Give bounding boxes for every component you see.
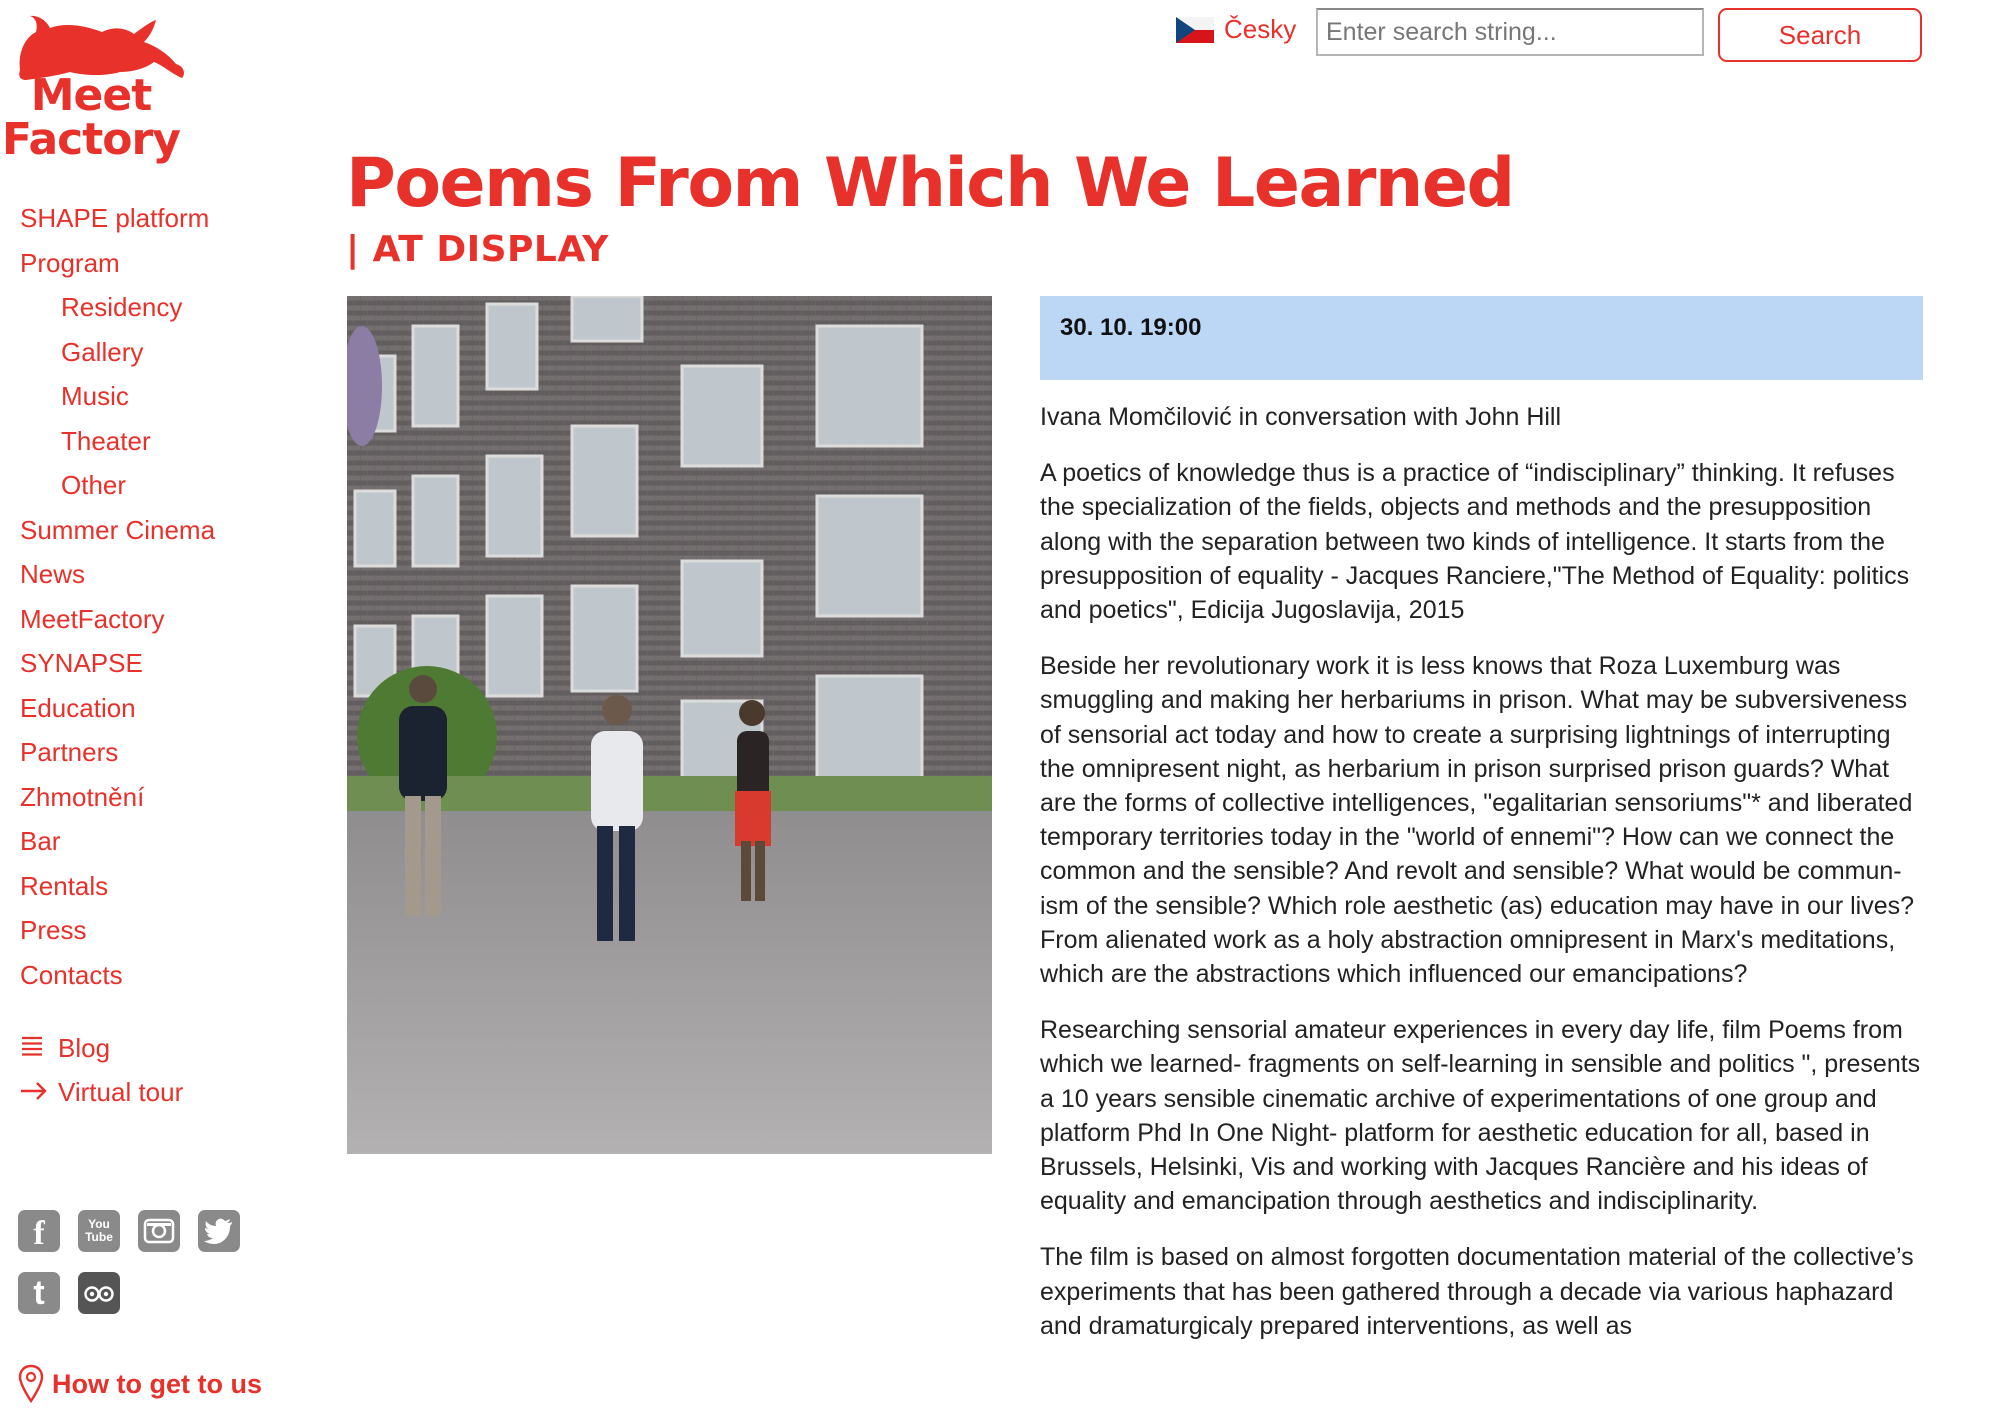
tripadvisor-icon[interactable] xyxy=(78,1272,120,1314)
facebook-icon[interactable]: f xyxy=(18,1210,60,1252)
page-title: Poems From Which We Learned xyxy=(346,144,1514,223)
nav-item-zhmotneni[interactable]: Zhmotnění xyxy=(20,781,145,812)
list-icon xyxy=(20,1032,58,1064)
event-photo xyxy=(347,296,992,1154)
event-date-time: 30. 10. 19:00 xyxy=(1060,314,1202,341)
search-input[interactable] xyxy=(1316,8,1704,56)
paragraph: The film is based on almost forgotten documentation material of the collective’s experiments that has been gathered through a decade via various haphazard and dramaturgicaly prepared interventions, as well as xyxy=(1040,1243,1914,1340)
page-subtitle: | AT DISPLAY xyxy=(346,229,609,270)
paragraph: Researching sensorial amateur experiences in every day life, film Poems from which we learned- fragments on self-learning in sensible and politics ", presents a 10 years sensible cinematic archive of experimentations of one group and platform Phd In One Night- platform for aesthetic education for all, based in Brussels, Helsinki, Vis and working with Jacques Rancière and his ideas of equality and emancipation through aesthetics and indisciplinarity. xyxy=(1040,1016,1921,1216)
paragraph: A poetics of knowledge thus is a practice of “indisciplinary” thinking. It refuses the specialization of the fields, objects and methods and the presupposition along with the separation between two kinds of intelligence. It starts from the presupposition of equality - Jacques Ranciere,"The Method of Equality: politics and poetics", Edicija Jugoslavija, 2015 xyxy=(1040,459,1910,625)
blog-label: Blog xyxy=(58,1032,111,1063)
meetfactory-logo[interactable] xyxy=(2,14,186,165)
sidebar-nav xyxy=(20,196,320,997)
nav-item-other[interactable]: Other xyxy=(61,470,127,500)
youtube-icon[interactable]: You Tube xyxy=(78,1210,120,1252)
nav-item-synapse[interactable]: SYNAPSE xyxy=(20,648,143,678)
virtual-tour-label: Virtual tour xyxy=(58,1076,184,1107)
map-pin-icon xyxy=(18,1364,44,1404)
nav-item-news[interactable]: News xyxy=(20,559,86,589)
nav-item-partners[interactable]: Partners xyxy=(20,737,119,767)
tumblr-icon[interactable]: t xyxy=(18,1272,60,1314)
nav-item-shape-platform[interactable]: SHAPE platform xyxy=(20,203,210,233)
logo-text-factory: Factory xyxy=(2,114,180,165)
nav-item-residency[interactable]: Residency xyxy=(61,292,183,322)
directions-link[interactable] xyxy=(18,1364,262,1404)
arrow-right-icon xyxy=(20,1076,58,1108)
paragraph: Ivana Momčilović in conversation with John Hill xyxy=(1040,403,1562,431)
instagram-icon[interactable] xyxy=(138,1210,180,1252)
nav-item-music[interactable]: Music xyxy=(61,381,129,411)
nav-item-rentals[interactable]: Rentals xyxy=(20,870,109,901)
nav-item-bar[interactable]: Bar xyxy=(20,826,61,856)
sidebar-extra-links xyxy=(20,1026,183,1114)
search-button[interactable]: Search xyxy=(1718,8,1922,62)
language-switch[interactable] xyxy=(1176,14,1296,45)
czech-flag-icon xyxy=(1176,17,1214,43)
nav-item-press[interactable]: Press xyxy=(20,915,87,945)
directions-label: How to get to us xyxy=(52,1368,262,1399)
nav-item-program[interactable]: Program xyxy=(20,247,120,278)
nav-item-contacts[interactable]: Contacts xyxy=(20,959,123,990)
paragraph: Beside her revolutionary work it is less knows that Roza Luxemburg was smuggling and making her herbariums in prison. What may be subversiveness of sensorial act today and how to create a surprising lightnings of interrupting the omnipresent night, as herbarium in prison surprised prison guards? What are the forms of collective intelligences, "egalitarian sensoriums"* and liberated temporary territories today in the "world of ennemi"? How can we connect the common and the sensible? And revolt and sensible? What would be commun-ism of the sensible? Which role aesthetic (as) education may have in our lives? From alienated work as a holy abstraction omnipresent in Marx's meditations, which are the abstractions which influenced our emancipations? xyxy=(1040,652,1915,989)
language-label: Česky xyxy=(1224,14,1297,44)
event-date-box xyxy=(1040,296,1923,380)
nav-item-education[interactable]: Education xyxy=(20,692,136,723)
twitter-icon[interactable] xyxy=(198,1210,240,1252)
nav-item-gallery[interactable]: Gallery xyxy=(61,336,144,367)
logo-text-meet: Meet xyxy=(30,70,152,121)
nav-item-meetfactory[interactable]: MeetFactory xyxy=(20,603,165,634)
blog-link[interactable] xyxy=(20,1026,183,1070)
nav-item-summer-cinema[interactable]: Summer Cinema xyxy=(20,514,216,545)
virtual-tour-link[interactable] xyxy=(20,1070,183,1114)
event-description xyxy=(1040,400,1930,1365)
nav-item-theater[interactable]: Theater xyxy=(61,425,151,456)
